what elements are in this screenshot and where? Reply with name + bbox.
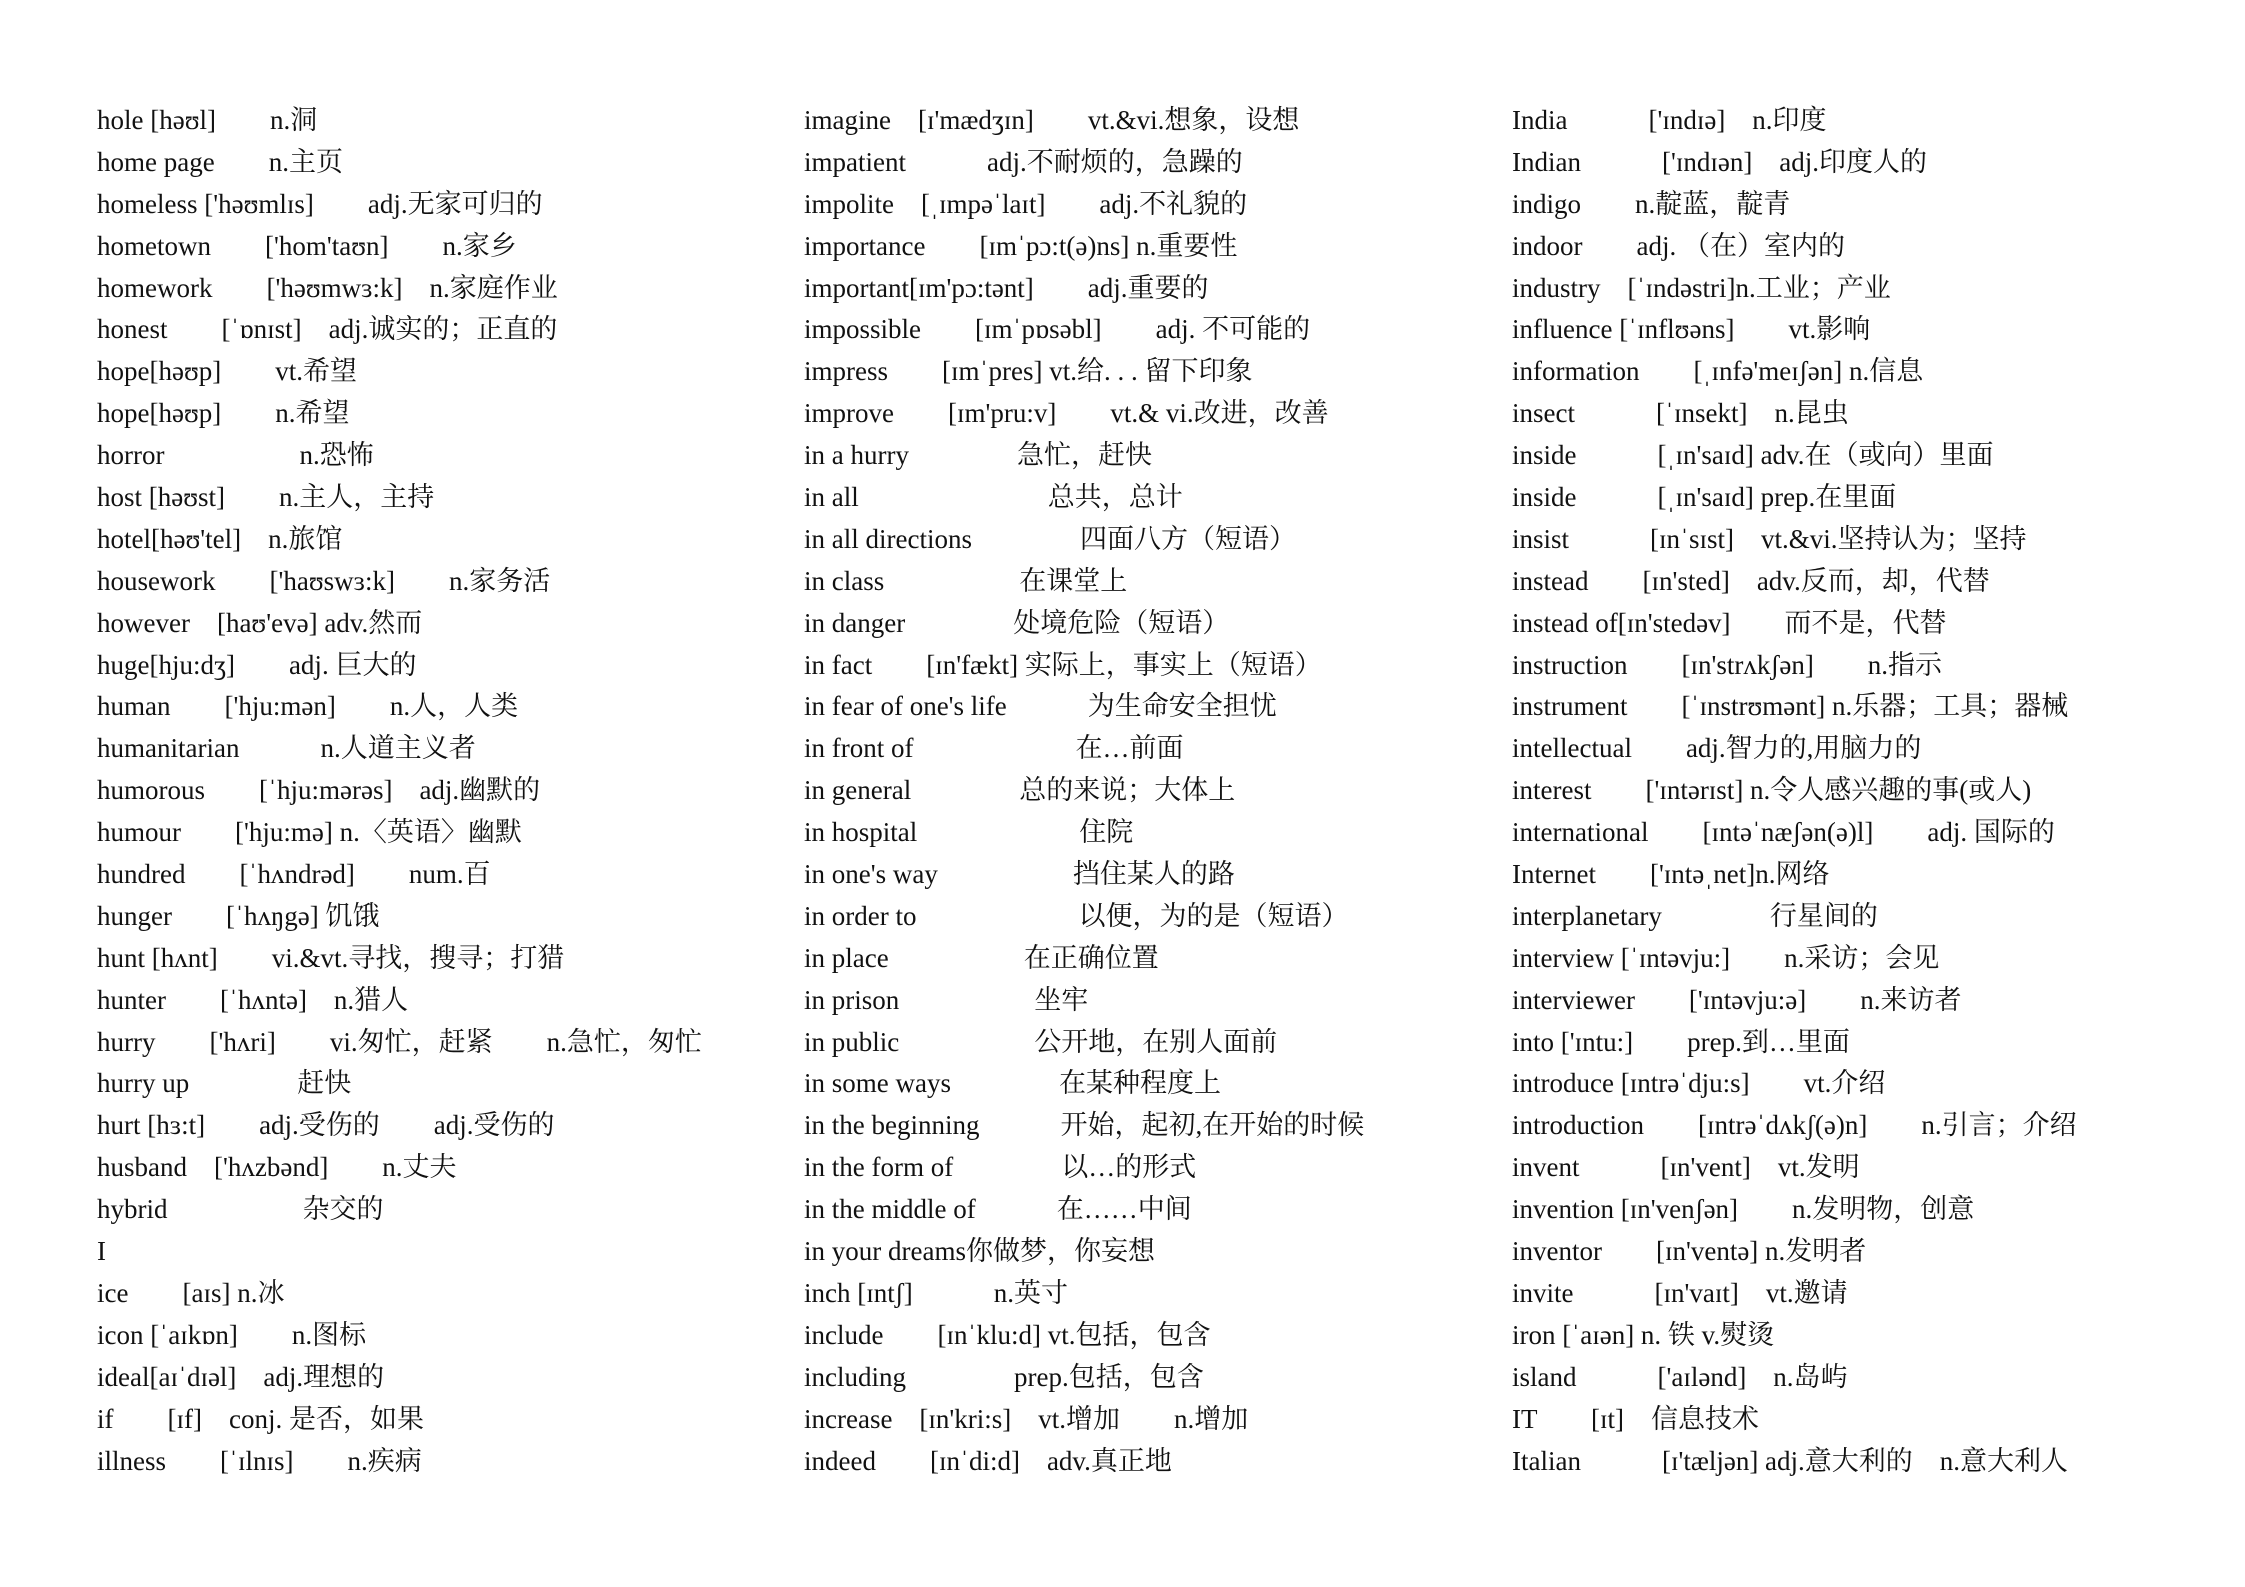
vocab-entry: introduction [ɪntrəˈdʌkʃ(ə)n] n.引言；介绍 — [1512, 1110, 2077, 1141]
vocab-entry: indoor adj. （在）室内的 — [1512, 230, 1845, 261]
vocab-entry: interest ['ɪntərɪst] n.令人感兴趣的事(或人) — [1512, 775, 2032, 806]
vocab-column-2 — [804, 100, 1504, 1482]
vocab-entry: insect [ˈɪnsekt] n.昆虫 — [1512, 398, 1849, 429]
vocab-entry: ice [aɪs] n.冰 — [97, 1277, 285, 1308]
vocab-entry: invite [ɪn'vaɪt] vt.邀请 — [1512, 1277, 1848, 1308]
vocab-entry: impossible [ɪmˈpɒsəbl] adj. 不可能的 — [804, 314, 1311, 345]
vocab-entry: in some ways 在某种程度上 — [804, 1068, 1221, 1099]
vocab-entry: into ['ɪntu:] prep.到…里面 — [1512, 1026, 1850, 1057]
vocab-entry: horror n.恐怖 — [97, 440, 374, 471]
vocab-entry: in one's way 挡住某人的路 — [804, 859, 1235, 890]
vocab-entry: humour ['hju:mə] n.〈英语〉幽默 — [97, 817, 522, 848]
vocab-entry: interviewer ['ɪntəvju:ə] n.来访者 — [1512, 984, 1962, 1015]
vocab-entry: interview [ˈɪntəvju:] n.采访；会见 — [1512, 942, 1940, 973]
vocab-entry: hunt [hʌnt] vi.&vt.寻找，搜寻；打猎 — [97, 942, 565, 973]
vocab-entry: insist [ɪnˈsɪst] vt.&vi.坚持认为；坚持 — [1512, 523, 2027, 554]
vocab-entry: hometown ['hom'taʊn] n.家乡 — [97, 230, 517, 261]
vocab-entry: ideal[aɪˈdɪəl] adj.理想的 — [97, 1361, 385, 1392]
vocab-entry: housework ['haʊswɜ:k] n.家务活 — [97, 565, 551, 596]
vocab-entry: including prep.包括，包含 — [804, 1361, 1204, 1392]
vocab-entry: industry [ˈɪndəstri]n.工业；产业 — [1512, 272, 1891, 303]
vocab-entry: hole [həʊl] n.洞 — [97, 105, 318, 135]
vocab-entry: in all 总共，总计 — [804, 482, 1183, 513]
vocab-entry: in the middle of 在……中间 — [804, 1194, 1192, 1225]
vocab-entry: increase [ɪn'kri:s] vt.增加 n.增加 — [804, 1403, 1249, 1434]
vocab-entry: human ['hju:mən] n.人，人类 — [97, 691, 519, 722]
vocab-entry: invention [ɪn'venʃən] n.发明物，创意 — [1512, 1194, 1975, 1225]
vocab-entry: huge[hju:dʒ] adj. 巨大的 — [97, 649, 417, 680]
vocab-entry: in the beginning 开始，起初,在开始的时候 — [804, 1110, 1365, 1141]
section-letter: I — [97, 1236, 106, 1267]
vocab-entry: humanitarian n.人道主义者 — [97, 733, 476, 764]
vocab-entry: hurt [hɜ:t] adj.受伤的 adj.受伤的 — [97, 1110, 555, 1141]
vocab-column-3 — [1512, 100, 2212, 1482]
vocab-entry: hunter [ˈhʌntə] n.猎人 — [97, 984, 409, 1015]
vocab-entry: inside [ˌɪn'saɪd] adv.在（或向）里面 — [1512, 440, 1994, 471]
vocab-entry: in all directions 四面八方（短语） — [804, 523, 1296, 554]
vocab-entry: husband ['hʌzbənd] n.丈夫 — [97, 1152, 457, 1183]
vocab-entry: hope[həʊp] vt.希望 — [97, 356, 358, 387]
vocab-entry: hundred [ˈhʌndrəd] num.百 — [97, 859, 491, 890]
vocab-entry: inventor [ɪn'ventə] n.发明者 — [1512, 1236, 1867, 1267]
vocab-entry: humorous [ˈhju:mərəs] adj.幽默的 — [97, 775, 541, 806]
vocab-entry: if [ɪf] conj. 是否，如果 — [97, 1403, 424, 1434]
vocab-entry: Internet ['ɪntəˌnet]n.网络 — [1512, 859, 1830, 890]
vocab-entry: hybrid 杂交的 — [97, 1194, 384, 1225]
vocab-entry: in order to 以便，为的是（短语） — [804, 900, 1349, 931]
vocab-entry: important[ɪm'pɔ:tənt] adj.重要的 — [804, 272, 1209, 303]
vocab-entry: intellectual adj.智力的,用脑力的 — [1512, 733, 1922, 764]
vocab-entry: India ['ɪndɪə] n.印度 — [1512, 105, 1827, 135]
vocab-entry: in the form of 以…的形式 — [804, 1152, 1197, 1183]
vocab-entry: iron [ˈaɪən] n. 铁 v.熨烫 — [1512, 1319, 1775, 1350]
vocab-column-1 — [97, 100, 797, 1482]
vocab-entry: impress [ɪmˈpres] vt.给. . . 留下印象 — [804, 356, 1253, 387]
vocab-entry: hotel[həʊ'tel] n.旅馆 — [97, 523, 343, 554]
vocab-entry: island ['aɪlənd] n.岛屿 — [1512, 1361, 1848, 1392]
vocab-entry: introduce [ɪntrəˈdju:s] vt.介绍 — [1512, 1068, 1886, 1099]
vocab-entry: influence [ˈɪnflʊəns] vt.影响 — [1512, 314, 1871, 345]
vocab-entry: in danger 处境危险（短语） — [804, 607, 1230, 638]
vocab-entry: in place 在正确位置 — [804, 942, 1159, 973]
vocab-entry: in prison 坐牢 — [804, 984, 1089, 1015]
vocab-entry: in class 在课堂上 — [804, 565, 1128, 596]
vocab-entry: include [ɪnˈklu:d] vt.包括，包含 — [804, 1319, 1211, 1350]
vocab-entry: host [həʊst] n.主人，主持 — [97, 482, 435, 513]
vocab-entry: Italian [ɪ'tæljən] adj.意大利的 n.意大利人 — [1512, 1445, 2069, 1476]
vocab-entry: homeless ['həʊmlɪs] adj.无家可归的 — [97, 188, 543, 219]
vocab-entry: IT [ɪt] 信息技术 — [1512, 1403, 1759, 1434]
vocab-entry: Indian ['ɪndɪən] adj.印度人的 — [1512, 146, 1928, 177]
vocab-entry: in hospital 住院 — [804, 817, 1134, 848]
vocab-entry: instead of[ɪn'stedəv] 而不是，代替 — [1512, 607, 1947, 638]
vocab-entry: hurry up 赶快 — [97, 1068, 352, 1099]
vocab-entry: information [ˌɪnfə'meɪʃən] n.信息 — [1512, 356, 1924, 387]
vocab-entry: in fact [ɪn'fækt] 实际上，事实上（短语） — [804, 649, 1322, 680]
vocab-entry: impolite [ˌɪmpəˈlaɪt] adj.不礼貌的 — [804, 188, 1248, 219]
vocab-entry: in fear of one's life 为生命安全担忧 — [804, 691, 1277, 722]
vocab-entry: icon [ˈaɪkɒn] n.图标 — [97, 1319, 367, 1350]
vocab-entry: homework ['həʊmwɜ:k] n.家庭作业 — [97, 272, 558, 303]
vocab-entry: in your dreams你做梦，你妄想 — [804, 1236, 1155, 1267]
vocab-entry: instead [ɪn'sted] adv.反而，却，代替 — [1512, 565, 1990, 596]
vocab-entry: inside [ˌɪn'saɪd] prep.在里面 — [1512, 482, 1897, 513]
vocab-entry: international [ɪntəˈnæʃən(ə)l] adj. 国际的 — [1512, 817, 2055, 848]
vocab-entry: invent [ɪn'vent] vt.发明 — [1512, 1152, 1860, 1183]
vocab-entry: honest [ˈɒnɪst] adj.诚实的；正直的 — [97, 314, 558, 345]
vocab-entry: in a hurry 急忙，赶快 — [804, 440, 1152, 471]
vocab-entry: illness [ˈɪlnɪs] n.疾病 — [97, 1445, 422, 1476]
vocab-entry: hope[həʊp] n.希望 — [97, 398, 350, 429]
vocab-entry: imagine [ɪ'mædʒɪn] vt.&vi.想象，设想 — [804, 105, 1300, 135]
vocab-entry: however [haʊ'evə] adv.然而 — [97, 607, 423, 638]
vocab-entry: in public 公开地，在别人面前 — [804, 1026, 1278, 1057]
vocab-entry: indigo n.靛蓝，靛青 — [1512, 188, 1791, 219]
vocab-entry: instruction [ɪn'strʌkʃən] n.指示 — [1512, 649, 1943, 680]
vocab-entry: home page n.主页 — [97, 146, 343, 177]
vocab-entry: hunger [ˈhʌŋgə] 饥饿 — [97, 900, 380, 931]
vocab-entry: indeed [ɪnˈdi:d] adv.真正地 — [804, 1445, 1172, 1476]
vocab-entry: interplanetary 行星间的 — [1512, 900, 1878, 931]
vocab-entry: impatient adj.不耐烦的，急躁的 — [804, 146, 1243, 177]
vocab-entry: improve [ɪm'pru:v] vt.& vi.改进，改善 — [804, 398, 1329, 429]
vocab-entry: importance [ɪmˈpɔ:t(ə)ns] n.重要性 — [804, 230, 1238, 261]
vocab-entry: in general 总的来说；大体上 — [804, 775, 1236, 806]
vocab-entry: instrument [ˈɪnstrʊmənt] n.乐器；工具；器械 — [1512, 691, 2069, 722]
vocab-entry: hurry ['hʌri] vi.匆忙，赶紧 n.急忙，匆忙 — [97, 1026, 702, 1057]
vocab-entry: inch [ɪntʃ] n.英寸 — [804, 1277, 1068, 1308]
vocab-entry: in front of 在…前面 — [804, 733, 1184, 764]
